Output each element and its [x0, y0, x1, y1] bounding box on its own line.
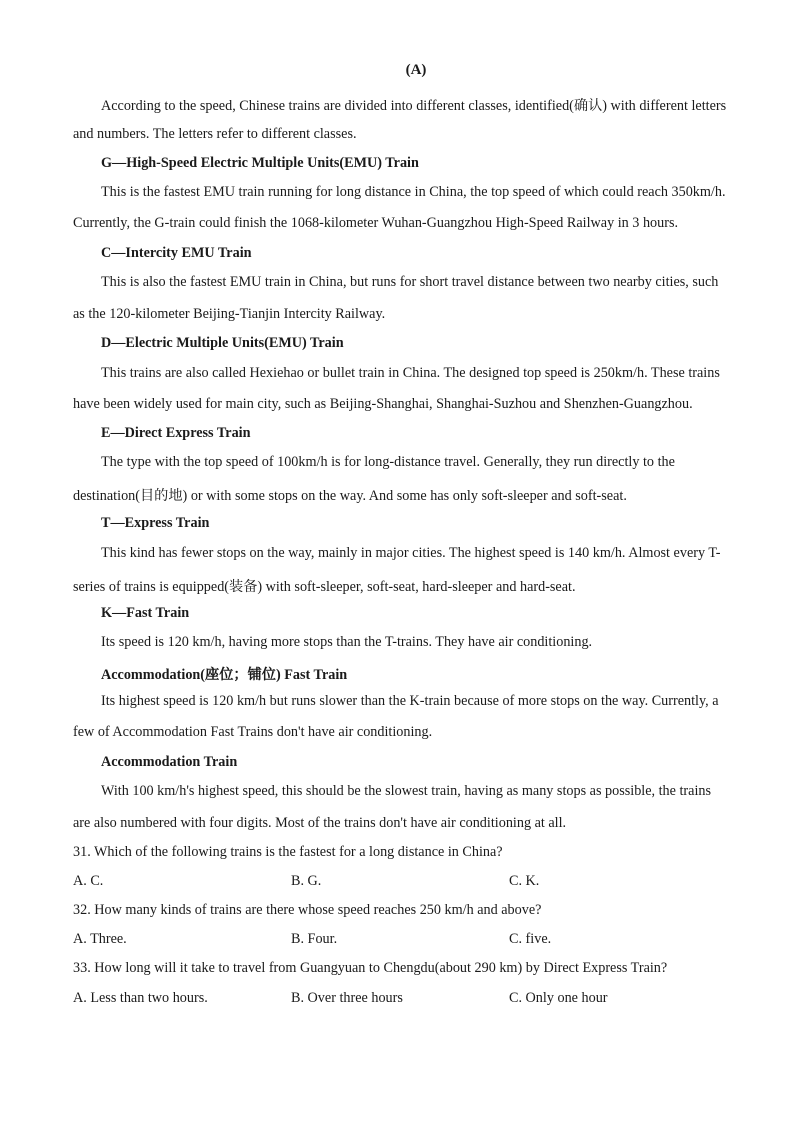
- section-heading: Accommodation(座位；铺位) Fast Train: [101, 667, 348, 683]
- section-text: have been widely used for main city, such as Beijing-Shanghai, Shanghai-Suzhou and Shenzhen-Guangzhou.: [73, 396, 693, 412]
- answer-option: B. G.: [291, 873, 322, 889]
- section-heading: D—Electric Multiple Units(EMU) Train: [101, 335, 344, 351]
- answer-option: C. K.: [509, 873, 540, 889]
- answer-option: B. Four.: [291, 931, 338, 947]
- intro-line: According to the speed, Chinese trains are divided into different classes, identified(确认) with different letters: [101, 98, 727, 114]
- section-text: are also numbered with four digits. Most of the trains don't have air conditioning at all.: [73, 815, 567, 831]
- section-text: This is the fastest EMU train running for long distance in China, the top speed of which could reach 350km/h.: [101, 184, 726, 200]
- intro-line: and numbers. The letters refer to different classes.: [73, 126, 357, 142]
- section-text: few of Accommodation Fast Trains don't have air conditioning.: [73, 724, 433, 740]
- section-text: This kind has fewer stops on the way, mainly in major cities. The highest speed is 140 km/h. Almost every T-: [101, 545, 721, 561]
- section-text: destination(目的地) or with some stops on the way. And some has only soft-sleeper and soft-seat.: [73, 488, 627, 504]
- answer-option: A. Three.: [73, 931, 127, 947]
- section-text: This trains are also called Hexiehao or bullet train in China. The designed top speed is 250km/h. These trains: [101, 365, 720, 381]
- section-text: The type with the top speed of 100km/h is for long-distance travel. Generally, they run directly to the: [101, 454, 675, 470]
- question-text: 33. How long will it take to travel from Guangyuan to Chengdu(about 290 km) by Direct Express Train?: [73, 960, 668, 976]
- answer-option: A. Less than two hours.: [73, 990, 208, 1006]
- section-heading: Accommodation Train: [101, 754, 238, 770]
- section-text: series of trains is equipped(装备) with soft-sleeper, soft-seat, hard-sleeper and hard-seat.: [73, 579, 576, 595]
- passage-title: (A): [405, 62, 427, 78]
- section-text: This is also the fastest EMU train in China, but runs for short travel distance between two nearby cities, such: [101, 274, 719, 290]
- section-heading: T—Express Train: [101, 515, 210, 531]
- section-text: as the 120-kilometer Beijing-Tianjin Intercity Railway.: [73, 306, 386, 322]
- question-text: 31. Which of the following trains is the fastest for a long distance in China?: [73, 844, 503, 860]
- answer-option: A. C.: [73, 873, 104, 889]
- section-text: Its speed is 120 km/h, having more stops than the T-trains. They have air conditioning.: [101, 634, 593, 650]
- section-text: Its highest speed is 120 km/h but runs slower than the K-train because of more stops on the way. Currently, a: [101, 693, 719, 709]
- section-heading: K—Fast Train: [101, 605, 190, 621]
- section-heading: E—Direct Express Train: [101, 425, 251, 441]
- answer-option: C. Only one hour: [509, 990, 608, 1006]
- section-text: With 100 km/h's highest speed, this should be the slowest train, having as many stops as possible, the trains: [101, 783, 712, 799]
- section-heading: G—High-Speed Electric Multiple Units(EMU) Train: [101, 155, 419, 171]
- section-heading: C—Intercity EMU Train: [101, 245, 252, 261]
- answer-option: C. five.: [509, 931, 552, 947]
- section-text: Currently, the G-train could finish the 1068-kilometer Wuhan-Guangzhou High-Speed Railway in 3 hours.: [73, 215, 679, 231]
- question-text: 32. How many kinds of trains are there whose speed reaches 250 km/h and above?: [73, 902, 542, 918]
- answer-option: B. Over three hours: [291, 990, 403, 1006]
